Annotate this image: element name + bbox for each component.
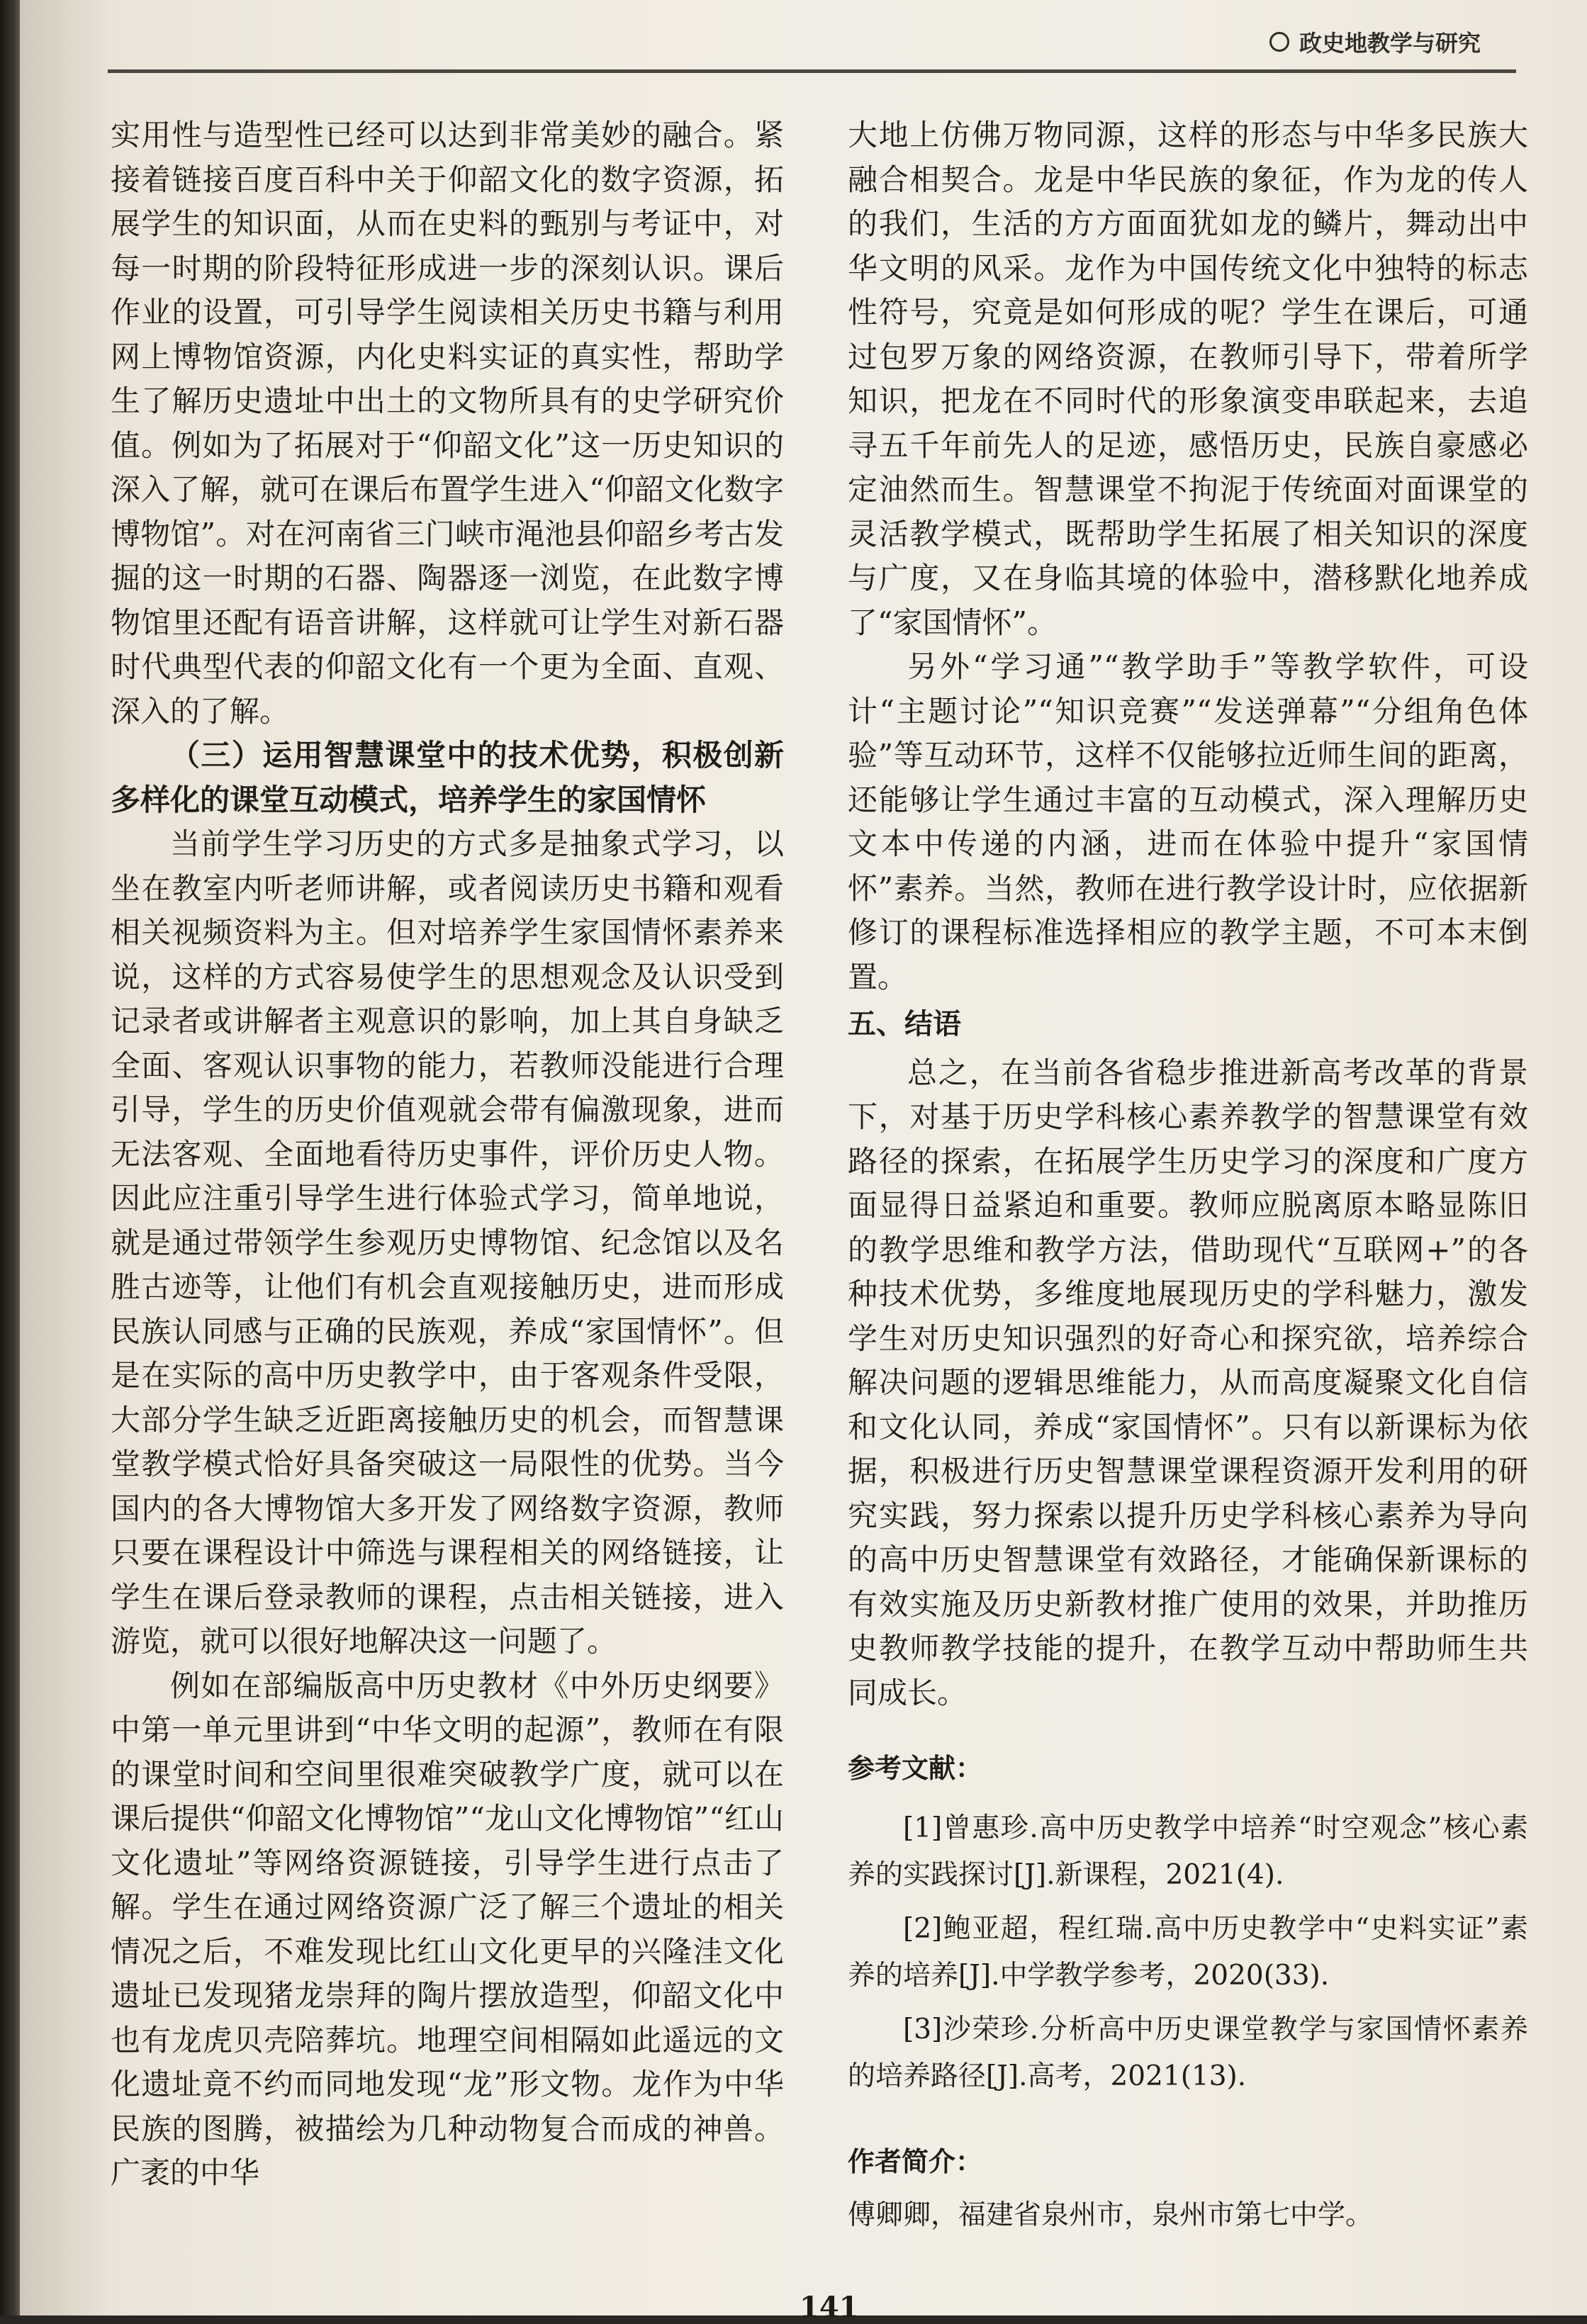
header-circle-icon [1269,32,1289,52]
paragraph: 当前学生学习历史的方式多是抽象式学习，以坐在教室内听老师讲解，或者阅读历史书籍和观看相关视频资料为主。但对培养学生家国情怀素养来说，这样的方式容易使学生的思想观念及认识受到记录者或讲解者主观意识的影响，加上其自身缺乏全面、客观认识事物的能力，若教师没能进行合理引导，学生的历史价值观就会带有偏激现象，进而无法客观、全面地看待历史事件，评价历史人物。因此应注重引导学生进行体验式学习，简单地说，就是通过带领学生参观历史博物馆、纪念馆以及名胜古迹等，让他们有机会直观接触历史，进而形成民族认同感与正确的民族观，养成“家国情怀”。但是在实际的高中历史教学中，由于客观条件受限，大部分学生缺乏近距离接触历史的机会，而智慧课堂教学模式恰好具备突破这一局限性的优势。当今国内的各大博物馆大多开发了网络数字资源，教师只要在课程设计中筛选与课程相关的网络链接，让学生在课后登录教师的课程，点击相关链接，进入游览，就可以很好地解决这一问题了。 [111,826,784,1658]
page-number: 141 [800,2291,859,2324]
paragraph-continued: 实用性与造型性已经可以达到非常美妙的融合。紧接着链接百度百科中关于仰韶文化的数字资源，拓展学生的知识面，从而在史料的甄别与考证中，对每一时期的阶段特征形成进一步的深刻认识。课后作业的设置，可引导学生阅读相关历史书籍与利用网上博物馆资源，内化史料实证的真实性，帮助学生了解历史遗址中出土的文物所具有的史学研究价值。例如为了拓展对于“仰韶文化”这一历史知识的深入了解，就可在课后布置学生进入“仰韶文化数字博物馆”。对在河南省三门峡市渑池县仰韶乡考古发掘的这一时期的石器、陶器逐一浏览，在此数字博物馆里还配有语音讲解，这样就可让学生对新石器时代典型代表的仰韶文化有一个更为全面、直观、深入的了解。 [111,118,784,729]
section-heading-3: （三）运用智慧课堂中的技术优势，积极创新多样化的课堂互动模式，培养学生的家国情怀 [111,738,784,817]
paragraph: 另外“学习通”“教学助手”等教学软件，可设计“主题讨论”“知识竞赛”“发送弹幕”“分组角色体验”等互动环节，这样不仅能够拉近师生间的距离，还能够让学生通过丰富的互动模式，深入理解历史文本中传递的内涵，进而在体验中提升“家国情怀”素养。当然，教师在进行教学设计时，应依据新修订的课程标准选择相应的教学主题，不可本末倒置。 [848,649,1528,994]
reference-item: [1]曾惠珍.高中历史教学中培养“时空观念”核心素养的实践探讨[J].新课程，2021(4). [848,1812,1528,1891]
paragraph: 例如在部编版高中历史教材《中外历史纲要》中第一单元里讲到“中华文明的起源”，教师在有限的课堂时间和空间里很难突破教学广度，就可以在课后提供“仰韶文化博物馆”“龙山文化博物馆”“红山文化遗址”等网络资源链接，引导学生进行点击了解。学生在通过网络资源广泛了解三个遗址的相关情况之后，不难发现比红山文化更早的兴隆洼文化遗址已发现猪龙崇拜的陶片摆放造型，仰韶文化中也有龙虎贝壳陪葬坑。地理空间相隔如此遥远的文化遗址竟不约而同地发现“龙”形文物。龙作为中华民族的图腾，被描绘为几种动物复合而成的神兽。广袤的中华 [111,1668,784,2190]
document-page [20,0,1587,2324]
running-title: 政史地教学与研究 [1299,30,1481,57]
reference-item: [3]沙荣珍.分析高中历史课堂教学与家国情怀素养的培养路径[J].高考，2021(13). [848,2013,1528,2092]
conclusion-paragraph: 总之，在当前各省稳步推进新高考改革的背景下，对基于历史学科核心素养教学的智慧课堂有效路径的探索，在拓展学生历史学习的深度和广度方面显得日益紧迫和重要。教师应脱离原本略显陈旧的教学思维和教学方法，借助现代“互联网+”的各种技术优势，多维度地展现历史的学科魅力，激发学生对历史知识强烈的好奇心和探究欲，培养综合解决问题的逻辑思维能力，从而高度凝聚文化自信和文化认同，养成“家国情怀”。只有以新课标为依据，积极进行历史智慧课堂课程资源开发利用的研究实践，努力探索以提升历史学科核心素养为导向的高中历史智慧课堂有效路径，才能确保新课标的有效实施及历史新教材推广使用的效果，并助推历史教师教学技能的提升，在教学互动中帮助师生共同成长。 [848,1055,1528,1710]
author-title: 作者简介： [848,2145,983,2177]
author-info: 傅卿卿，福建省泉州市，泉州市第七中学。 [848,2199,1374,2231]
references-title: 参考文献： [848,1753,983,1784]
paragraph-continued: 大地上仿佛万物同源，这样的形态与中华多民族大融合相契合。龙是中华民族的象征，作为龙的传人的我们，生活的方方面面犹如龙的鳞片，舞动出中华文明的风采。龙作为中国传统文化中独特的标志性符号，究竟是如何形成的呢？学生在课后，可通过包罗万象的网络资源，在教师引导下，带着所学知识，把龙在不同时代的形象演变串联起来，去追寻五千年前先人的足迹，感悟历史，民族自豪感必定油然而生。智慧课堂不拘泥于传统面对面课堂的灵活教学模式，既帮助学生拓展了相关知识的深度与广度，又在身临其境的体验中，潜移默化地养成了“家国情怀”。 [848,118,1528,640]
right-column [848,113,1528,2238]
header-rule [108,69,1516,73]
reference-item: [2]鲍亚超，程红瑞.高中历史教学中“史料实证”素养的培养[J].中学教学参考，2020(33). [848,1912,1528,1992]
running-header [1269,26,1481,58]
left-column [111,113,784,2196]
conclusion-heading: 五、结语 [848,1008,961,1040]
